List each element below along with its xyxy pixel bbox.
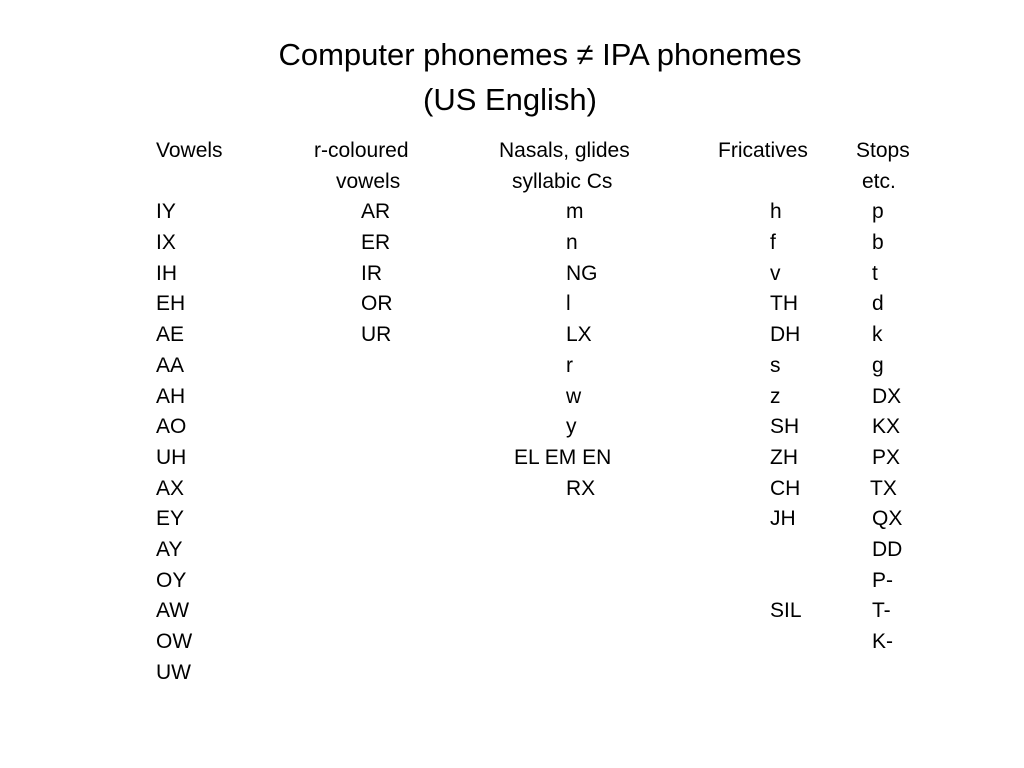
phoneme-vowels-4: AE: [156, 323, 185, 347]
phoneme-stops-12: P-: [872, 568, 893, 592]
phoneme-r-coloured-4: UR: [361, 323, 392, 347]
column-header: Vowels: [156, 139, 223, 162]
phoneme-r-coloured-0: AR: [361, 200, 391, 224]
phoneme-vowels-15: UW: [156, 660, 191, 684]
phoneme-nasals-5: r: [566, 353, 573, 377]
phoneme-fricatives-3: TH: [770, 292, 798, 316]
phoneme-stops-9: TX: [870, 476, 897, 500]
phoneme-fricatives-10: JH: [770, 507, 796, 531]
phoneme-fricatives-9: CH: [770, 476, 801, 500]
column-r-coloured-vowels: [314, 136, 409, 351]
phoneme-vowels-12: OY: [156, 568, 187, 592]
phoneme-stops-6: DX: [872, 384, 902, 408]
phoneme-nasals-3: l: [566, 292, 571, 316]
phoneme-vowels-11: AY: [156, 537, 183, 561]
phoneme-vowels-5: AA: [156, 353, 185, 377]
phoneme-stops-5: g: [872, 353, 884, 377]
slide-subtitle: (US English): [423, 82, 597, 117]
phoneme-stops-2: t: [872, 261, 878, 285]
phoneme-stops-7: KX: [872, 415, 901, 439]
phoneme-vowels-8: UH: [156, 445, 187, 469]
phoneme-nasals-8: EL EM EN: [514, 445, 612, 469]
column-header: Stops: [856, 139, 910, 162]
phoneme-stops-13: T-: [872, 599, 891, 623]
phoneme-fricatives-6: z: [770, 384, 781, 408]
phoneme-r-coloured-3: OR: [361, 292, 393, 316]
phoneme-fricatives-7: SH: [770, 415, 800, 439]
column-header-line2: etc.: [862, 169, 896, 193]
phoneme-fricatives-5: s: [770, 353, 781, 377]
phoneme-vowels-0: IY: [156, 200, 176, 224]
phoneme-stops-1: b: [872, 231, 884, 255]
phoneme-nasals-6: w: [566, 384, 582, 408]
phoneme-nasals-9: RX: [566, 476, 596, 500]
phoneme-vowels-13: AW: [156, 599, 190, 623]
phoneme-vowels-2: IH: [156, 261, 177, 285]
phoneme-stops-10: QX: [872, 507, 903, 531]
phoneme-nasals-1: n: [566, 231, 578, 255]
column-nasals-glides: [499, 136, 630, 504]
phoneme-fricatives-13: SIL: [770, 599, 802, 623]
phoneme-vowels-14: OW: [156, 630, 193, 653]
phoneme-stops-8: PX: [872, 445, 901, 469]
column-stops: [856, 136, 910, 658]
phoneme-vowels-7: AO: [156, 415, 187, 439]
phoneme-stops-14: K-: [872, 630, 893, 653]
column-vowels: [156, 136, 223, 688]
phoneme-fricatives-8: ZH: [770, 445, 798, 469]
phoneme-fricatives-4: DH: [770, 323, 801, 347]
column-header: Nasals, glides: [499, 139, 630, 162]
phoneme-vowels-9: AX: [156, 476, 185, 500]
phoneme-vowels-1: IX: [156, 231, 176, 255]
column-header-line2: vowels: [336, 169, 401, 193]
phoneme-stops-4: k: [872, 323, 883, 347]
column-header-line2: [718, 167, 808, 198]
phoneme-stops-11: DD: [872, 537, 903, 561]
column-header-line2: [156, 167, 223, 198]
phoneme-vowels-6: AH: [156, 384, 186, 408]
column-fricatives: [718, 136, 808, 627]
phoneme-stops-0: p: [872, 200, 884, 224]
phoneme-nasals-2: NG: [566, 261, 598, 285]
phoneme-nasals-4: LX: [566, 323, 592, 347]
phoneme-fricatives-2: v: [770, 261, 781, 285]
phoneme-fricatives-0: h: [770, 200, 782, 224]
column-header: Fricatives: [718, 139, 808, 162]
phoneme-nasals-0: m: [566, 200, 584, 224]
column-header: r-coloured: [314, 139, 409, 162]
phoneme-nasals-7: y: [566, 415, 577, 439]
phoneme-fricatives-1: f: [770, 231, 776, 255]
phoneme-r-coloured-2: IR: [361, 261, 382, 285]
phoneme-fricatives-11: [718, 535, 808, 566]
slide-title: Computer phonemes ≠ IPA phonemes: [278, 37, 802, 72]
phoneme-r-coloured-1: ER: [361, 231, 391, 255]
phoneme-vowels-10: EY: [156, 507, 185, 531]
phoneme-fricatives-12: [718, 566, 808, 597]
phoneme-vowels-3: EH: [156, 292, 186, 316]
column-header-line2: syllabic Cs: [512, 169, 613, 193]
phoneme-stops-3: d: [872, 292, 884, 316]
